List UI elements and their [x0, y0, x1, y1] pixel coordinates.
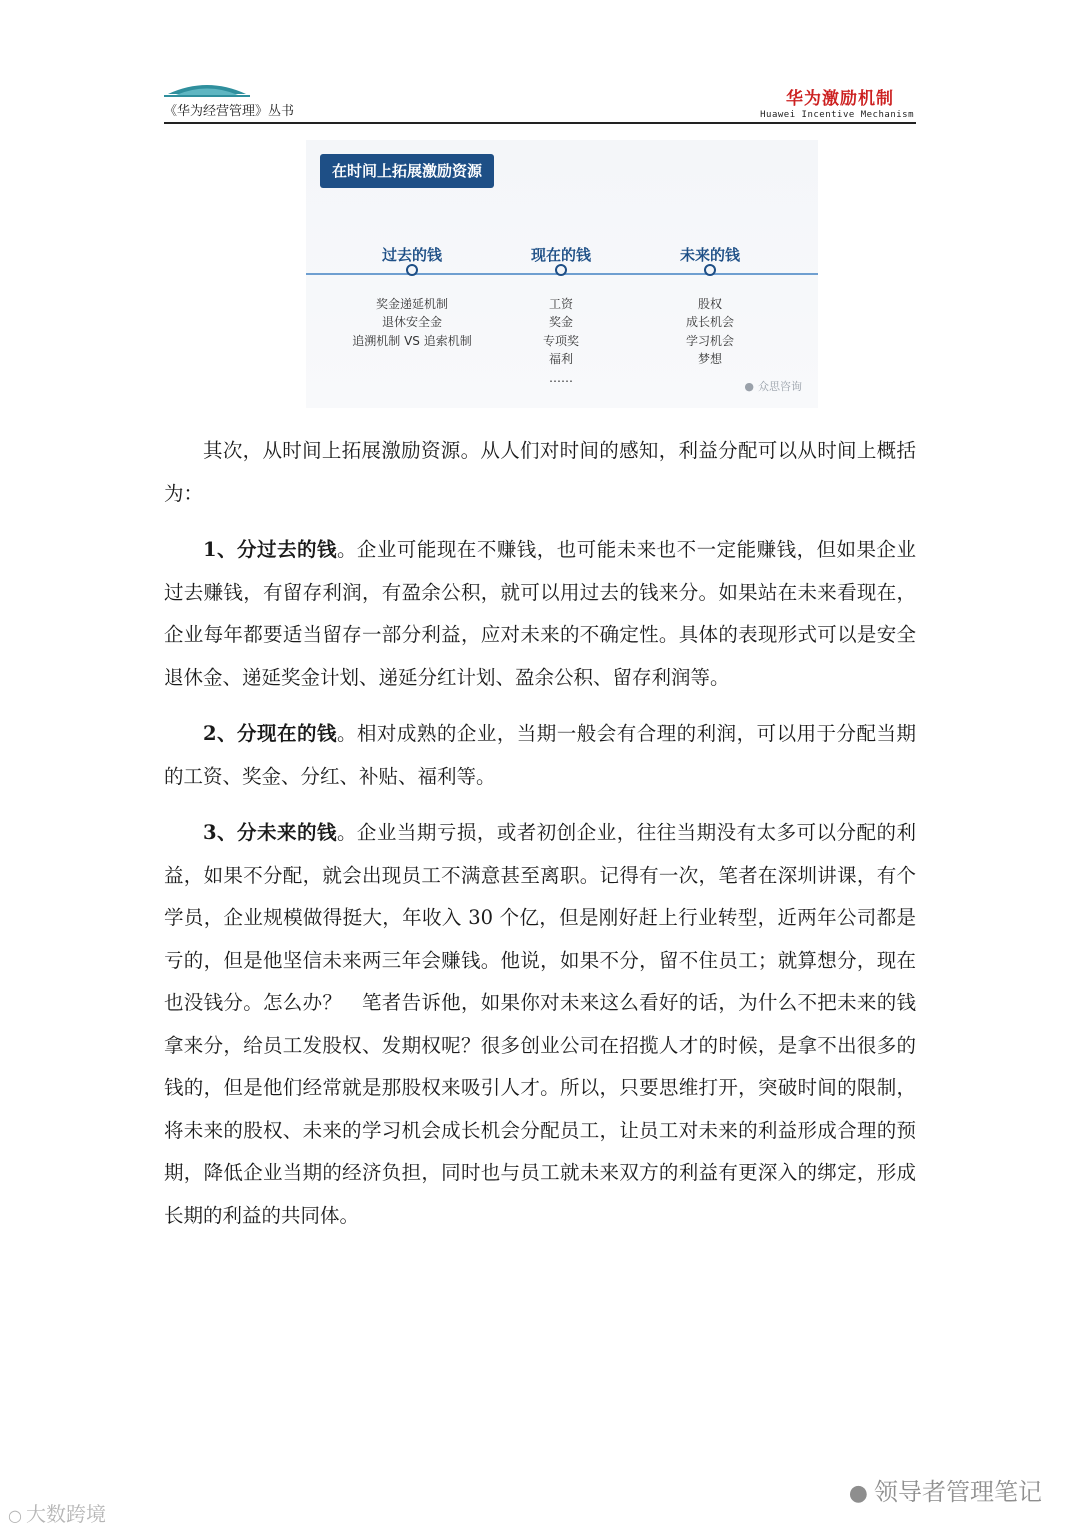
- heading-present: 2、分现在的钱: [203, 722, 337, 745]
- column-heading-present: 现在的钱: [530, 246, 591, 264]
- timeline-figure: [306, 140, 818, 408]
- paragraph-present-text: 。相对成熟的企业，当期一般会有合理的利润，可以用于分配当期的工资、奖金、分红、补贴、福利等。: [164, 722, 916, 788]
- book-series-label: 《华为经营管理》丛书: [164, 104, 295, 119]
- timeline-dot-future: [704, 264, 716, 276]
- header-title: 华为激励机制: [786, 89, 894, 109]
- item-present-0: 工资: [548, 297, 573, 311]
- header-rule: [164, 122, 916, 124]
- item-future-3: 梦想: [697, 352, 722, 366]
- item-past-1: 退休安全金: [381, 315, 442, 329]
- paragraph-past: [164, 529, 916, 699]
- watermark-left-text: 大数跨境: [25, 1502, 106, 1526]
- brand-logo-icon: ○: [8, 1506, 22, 1525]
- paragraph-past-text: 。企业可能现在不赚钱，也可能未来也不一定能赚钱，但如果企业过去赚钱，有留存利润，有盈余公积，就可以用过去的钱来分。如果站在未来看现在，企业每年都要适当留存一部分利益，应对未来的不确定性。具体的表现形式可以是安全退休金、递延奖金计划、递延分红计划、盈余公积、留存利润等。: [164, 538, 916, 689]
- body-text: [164, 430, 916, 1251]
- item-future-2: 学习机会: [685, 334, 734, 348]
- header-subtitle-en: Huawei Incentive Mechanism: [760, 110, 914, 120]
- column-heading-future: 未来的钱: [679, 246, 740, 264]
- mountain-logo-icon: [164, 78, 250, 98]
- wechat-icon: ●: [744, 380, 754, 393]
- paragraph-intro: 其次，从时间上拓展激励资源。从人们对时间的感知，利益分配可以从时间上概括为：: [164, 439, 916, 505]
- item-present-4: ……: [549, 371, 573, 385]
- watermark-left: [8, 1498, 106, 1527]
- item-present-1: 奖金: [548, 315, 573, 329]
- item-future-0: 股权: [697, 297, 722, 311]
- paragraph-future: [164, 812, 916, 1237]
- wechat-icon: ●: [848, 1481, 868, 1506]
- figure-watermark-text: 众思咨询: [758, 380, 802, 393]
- paragraph-future-text: 。企业当期亏损，或者初创企业，往往当期没有太多可以分配的利益，如果不分配，就会出现员工不满意甚至离职。记得有一次，笔者在深圳讲课，有个学员，企业规模做得挺大，年收入 30 个亿，但是刚好赶上行业转型，近两年公司都是亏的，但是他坚信未来两三年会赚钱。他说，如果不分，留不住员工；就算想分，现在也没钱分。怎么办？ 笔者告诉他，如果你对未来这么看好的话，为什么不把未来的钱拿来分，给员工发股权、发期权呢？很多创业公司在招揽人才的时候，是拿不出很多的钱的，但是他们经常就是那股权来吸引人才。所以，只要思维打开，突破时间的限制，将未来的股权、未来的学习机会成长机会分配员工，让员工对未来的利益形成合理的预期，降低企业当期的经济负担，同时也与员工就未来双方的利益有更深入的绑定，形成长期的利益的共同体。: [164, 821, 916, 1227]
- figure-watermark: [744, 378, 802, 394]
- timeline-dot-past: [406, 264, 418, 276]
- figure-title: 在时间上拓展激励资源: [320, 154, 494, 188]
- timeline-dot-present: [555, 264, 567, 276]
- item-future-1: 成长机会: [685, 315, 734, 329]
- watermark-right: [849, 1472, 1042, 1507]
- heading-past: 1、分过去的钱: [203, 538, 337, 561]
- heading-future: 3、分未来的钱: [203, 821, 337, 844]
- item-present-3: 福利: [548, 352, 573, 366]
- column-heading-past: 过去的钱: [381, 246, 442, 264]
- watermark-right-text: 领导者管理笔记: [874, 1478, 1042, 1506]
- item-present-2: 专项奖: [542, 334, 579, 348]
- item-past-0: 奖金递延机制: [375, 297, 448, 311]
- paragraph-present: [164, 713, 916, 798]
- item-past-2: 追溯机制 VS 追索机制: [352, 334, 472, 348]
